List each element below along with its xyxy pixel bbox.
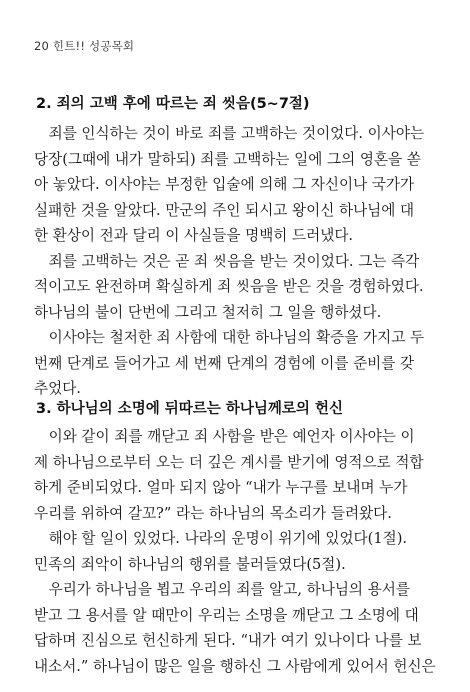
section-3-body — [34, 424, 436, 679]
text-line: 하나님의 불이 단번에 그리고 철저히 그 일을 행하셨다. — [34, 303, 382, 321]
text-line: 죄를 고백하는 것은 곧 죄 씻음을 받는 것이었다. 그는 즉각 — [34, 252, 420, 270]
text-line: 추었다. — [34, 380, 81, 397]
text-line: 받고 그 용서를 알 때만이 우리는 소명을 깨닫고 그 소명에 대 — [34, 606, 419, 624]
running-header: 20 힌트!! 성공목회 — [34, 39, 135, 53]
section-heading-2: 2. 죄의 고백 후에 따르는 죄 씻음(5~7절) — [36, 96, 310, 112]
text-line: 한 환상이 전과 달리 이 사실들을 명백히 드러냈다. — [34, 227, 354, 244]
text-line: 죄를 인식하는 것이 바로 죄를 고백하는 것이었다. 이사야는 — [34, 125, 425, 142]
text-line: 해야 할 일이 있었다. 나라의 운명이 위기에 있었다(1절). — [34, 530, 408, 547]
text-line: 이사야는 철저한 죄 사함에 대한 하나님의 확증을 가지고 두 — [34, 329, 425, 346]
text-line: 이와 같이 죄를 깨닫고 죄 사함을 받은 예언자 이사야는 이 — [34, 428, 415, 445]
text-line: 적이고도 완전하며 확실하게 죄 씻음을 받은 것을 경험하였다. — [34, 278, 424, 295]
text-line: 답하며 진심으로 헌신하게 된다. “내가 여기 있나이다 나를 보 — [34, 632, 422, 649]
text-line: 실패한 것을 알았다. 만군의 주인 되시고 왕이신 하나님에 대 — [34, 201, 415, 219]
text-line: 번째 단계로 들어가고 세 번째 단계의 경험에 이를 준비를 갖 — [34, 354, 415, 372]
text-line: 우리가 하나님을 뵙고 우리의 죄를 알고, 하나님의 용서를 — [34, 581, 410, 598]
section-heading-3: 3. 하나님의 소명에 뒤따르는 하나님께로의 헌신 — [36, 401, 343, 417]
text-line: 민족의 죄악이 하나님의 행위를 불러들였다(5절). — [34, 555, 346, 573]
text-line: 당장(그때에 내가 말하되) 죄를 고백하는 일에 그의 영혼을 쏟 — [34, 150, 421, 168]
text-line: 아 놓았다. 이사야는 부정한 입술에 의해 그 자신이나 국가가 — [34, 176, 415, 193]
text-line: 하게 준비되었다. 얼마 되지 않아 “내가 누구를 보내며 누가 — [34, 479, 408, 496]
section-2-body — [34, 121, 436, 402]
text-line: 내소서.” 하나님이 많은 일을 행하신 그 사람에게 있어서 헌신은 — [34, 657, 436, 675]
text-line: 제 하나님으로부터 오는 더 깊은 계시를 받기에 영적으로 적합 — [34, 453, 424, 471]
text-line: 우리를 위하여 갈꼬?” 라는 하나님의 목소리가 들려왔다. — [34, 504, 392, 522]
